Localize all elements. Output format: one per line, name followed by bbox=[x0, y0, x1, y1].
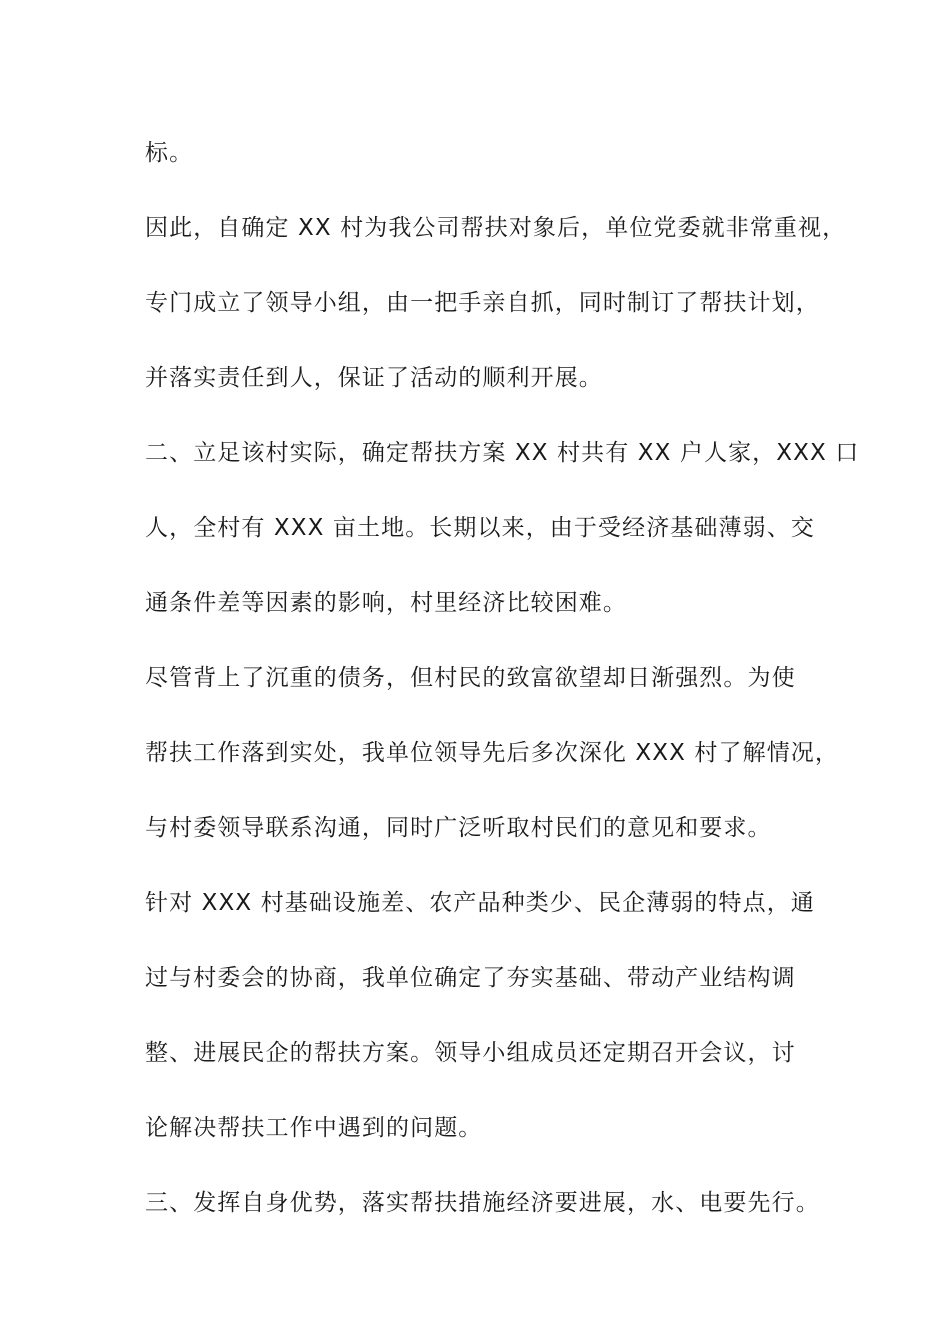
text-line: 标。 bbox=[145, 140, 194, 166]
text-line: 因此，自确定 XX 村为我公司帮扶对象后，单位党委就非常重视， bbox=[145, 215, 847, 241]
text-line: 专门成立了领导小组，由一把手亲自抓，同时制订了帮扶计划， bbox=[145, 290, 820, 316]
text-line: 通条件差等因素的影响，村里经济比较困难。 bbox=[145, 590, 627, 616]
text-line: 二、立足该村实际，确定帮扶方案 XX 村共有 XX 户人家，XXX 口 bbox=[145, 440, 860, 466]
text-line: 整、进展民企的帮扶方案。领导小组成员还定期召开会议，讨 bbox=[145, 1040, 796, 1066]
text-line: 与村委领导联系沟通，同时广泛听取村民们的意见和要求。 bbox=[145, 815, 772, 841]
text-line: 针对 XXX 村基础设施差、农产品种类少、民企薄弱的特点，通 bbox=[145, 890, 815, 916]
text-line: 人，全村有 XXX 亩土地。长期以来，由于受经济基础薄弱、交 bbox=[145, 515, 815, 541]
text-line: 论解决帮扶工作中遇到的问题。 bbox=[145, 1115, 483, 1141]
text-line: 过与村委会的协商，我单位确定了夯实基础、带动产业结构调 bbox=[145, 965, 796, 991]
text-line: 并落实责任到人，保证了活动的顺利开展。 bbox=[145, 365, 603, 391]
text-line: 三、发挥自身优势，落实帮扶措施经济要进展，水、电要先行。 bbox=[145, 1190, 820, 1216]
text-line: 尽管背上了沉重的债务，但村民的致富欲望却日渐强烈。为使 bbox=[145, 665, 796, 691]
text-line: 帮扶工作落到实处，我单位领导先后多次深化 XXX 村了解情况， bbox=[145, 740, 839, 766]
